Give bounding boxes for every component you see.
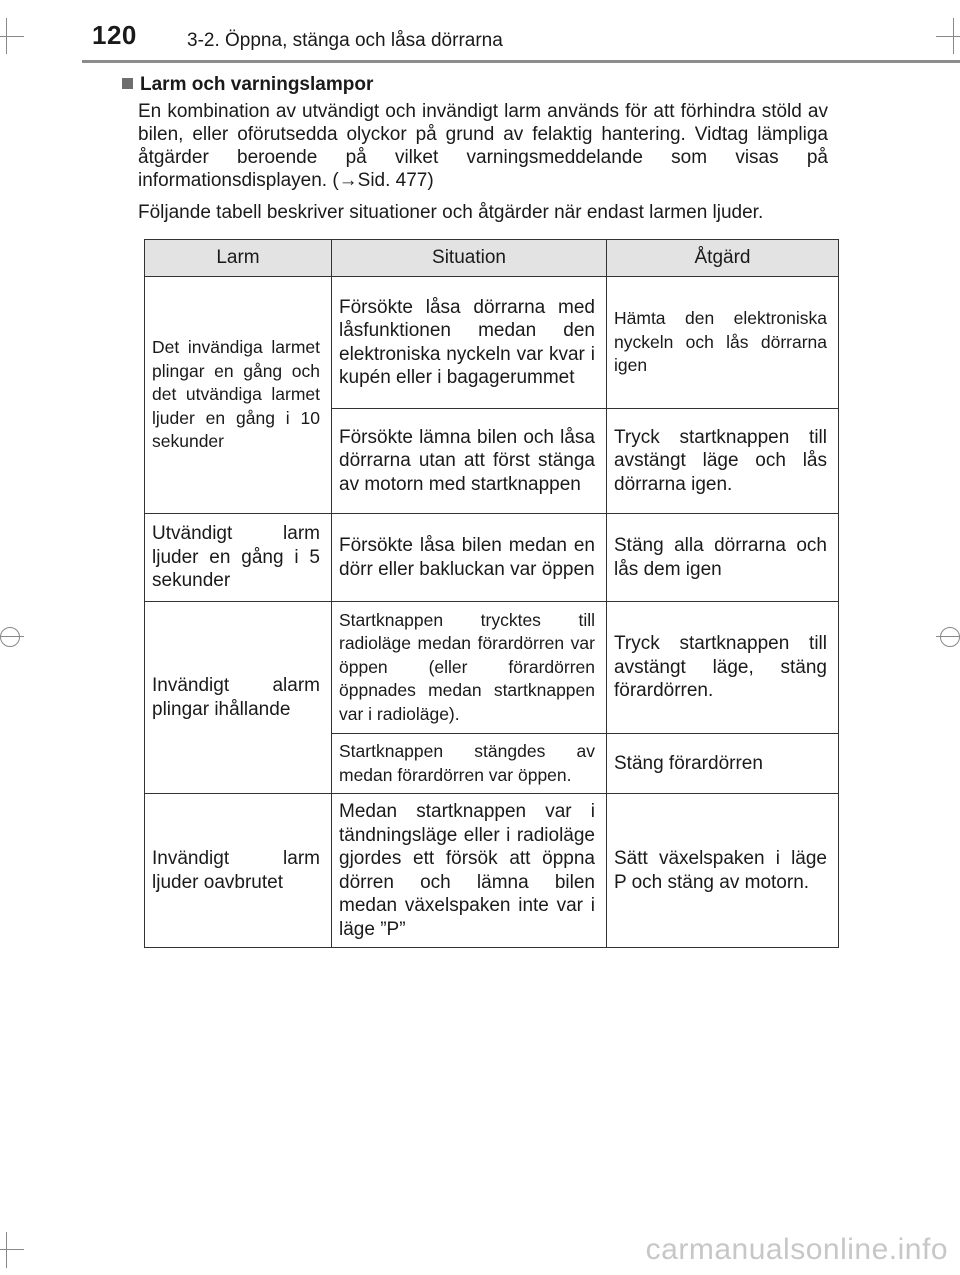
action-cell: Hämta den elektroniska nyckeln och lås dörrarna igen	[607, 277, 839, 409]
table-row	[145, 514, 839, 602]
intro-paragraph: Följande tabell beskriver situationer och åtgärder när endast larmen ljuder.	[138, 202, 764, 223]
page-number: 120	[92, 20, 137, 50]
action-cell: Stäng förardörren	[607, 734, 839, 794]
action-cell: Tryck startknappen till avstängt läge, stäng förardörren.	[607, 602, 839, 734]
action-cell: Sätt växelspaken i läge P och stäng av motorn.	[607, 794, 839, 948]
table-row	[145, 602, 839, 734]
table-header-row	[145, 240, 839, 277]
crop-mark	[0, 636, 24, 637]
action-cell: Stäng alla dörrarna och lås dem igen	[607, 514, 839, 602]
crop-circle	[940, 627, 960, 647]
column-header-situation: Situation	[332, 240, 607, 277]
crop-mark	[936, 36, 960, 37]
crop-mark	[953, 18, 954, 54]
alarm-cell: Det invändiga larmet plingar en gång och det utvändiga larmet ljuder en gång i 10 sekunder	[145, 277, 332, 514]
crop-mark	[6, 1232, 7, 1268]
intro-text	[138, 100, 828, 224]
alarm-table	[144, 239, 839, 948]
alarm-cell: Invändigt alarm plingar ihållande	[145, 602, 332, 794]
crop-mark	[6, 18, 7, 54]
action-cell: Tryck startknappen till avstängt läge och lås dörrarna igen.	[607, 409, 839, 514]
watermark: carmanualsonline.info	[645, 1233, 948, 1266]
table-row	[145, 277, 839, 409]
crop-mark	[0, 36, 24, 37]
chapter-title: 3-2. Öppna, stänga och låsa dörrarna	[187, 30, 503, 51]
situation-cell: Försökte låsa dörrarna med låsfunktionen medan den elektroniska nyckeln var kvar i kupén eller i bagagerummet	[332, 277, 607, 409]
situation-cell: Medan startknappen var i tändningsläge eller i radioläge gjordes ett försök att öppna dörren och lämna bilen medan växelspaken inte var i läge ”P”	[332, 794, 607, 948]
alarm-cell: Utvändigt larm ljuder en gång i 5 sekunder	[145, 514, 332, 602]
section-heading	[122, 74, 373, 96]
column-header-alarm: Larm	[145, 240, 332, 277]
header-divider	[82, 60, 960, 63]
crop-circle	[0, 627, 20, 647]
intro-paragraph: En kombination av utvändigt och invändigt larm används för att förhindra stöld av bilen, eller oförutsedda olyckor på grund av felaktig hantering. Vidtag lämpliga åtgärder beroende på vilket varningsmeddelande som visas på informationsdisplayen. (→Sid. 477)	[138, 101, 828, 191]
column-header-action: Åtgärd	[607, 240, 839, 277]
alarm-cell: Invändigt larm ljuder oavbrutet	[145, 794, 332, 948]
crop-mark	[0, 1249, 24, 1250]
situation-cell: Startknappen stängdes av medan förardörren var öppen.	[332, 734, 607, 794]
crop-mark	[936, 636, 960, 637]
situation-cell: Startknappen trycktes till radioläge medan förardörren var öppen (eller förardörren öppnades medan startknappen var i radioläge).	[332, 602, 607, 734]
situation-cell: Försökte lämna bilen och låsa dörrarna utan att först stänga av motorn med startknappen	[332, 409, 607, 514]
section-heading-text: Larm och varningslampor	[140, 74, 374, 95]
situation-cell: Försökte låsa bilen medan en dörr eller bakluckan var öppen	[332, 514, 607, 602]
table-row	[145, 794, 839, 948]
square-bullet-icon	[122, 78, 133, 89]
